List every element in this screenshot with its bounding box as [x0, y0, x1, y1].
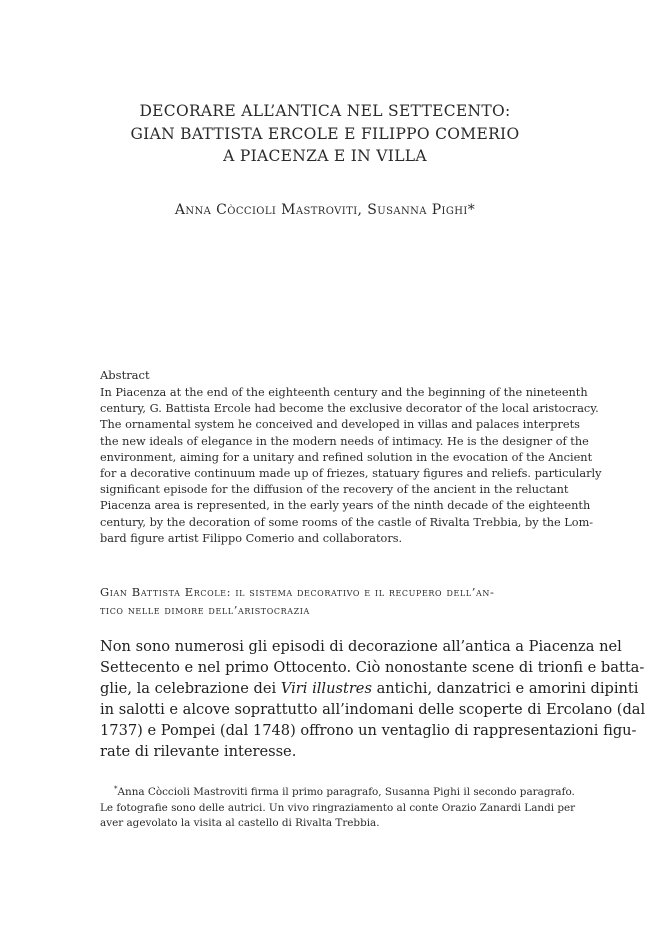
footnote	[100, 782, 576, 832]
author-footnote-marker: *	[467, 202, 476, 218]
body-line: rate di rilevante interesse.	[100, 743, 297, 760]
abstract-label: Abstract	[100, 368, 150, 382]
abstract-line: century, G. Battista Ercole had become the exclusive decorator of the local aristocracy.	[100, 402, 599, 416]
abstract-line: environment, aiming for a unitary and refined solution in the evocation of the Ancient	[100, 450, 593, 464]
body-text-span: antichi, danzatrici e amorini dipinti	[371, 680, 639, 697]
title-line: GIAN BATTISTA ERCOLE E FILIPPO COMERIO	[130, 124, 520, 143]
footnote-text: Anna Còccioli Mastroviti firma il primo paragrafo, Susanna Pighi il secondo paragrafo.	[117, 786, 575, 798]
footnote-line: Le fotografie sono delle autrici. Un vivo ringraziamento al conte Orazio Zanardi Landi per	[100, 801, 576, 814]
abstract-line: for a decorative continuum made up of friezes, statuary figures and reliefs. particularly	[100, 467, 602, 481]
abstract-line: bard figure artist Filippo Comerio and collaborators.	[100, 531, 403, 545]
body-line: Settecento e nel primo Ottocento. Ciò nonostante scene di trionfi e batta-	[100, 659, 645, 676]
abstract-line: The ornamental system he conceived and developed in villas and palaces interprets	[100, 418, 580, 432]
footnote-marker: *	[114, 785, 118, 793]
body-paragraph	[100, 636, 646, 762]
article-title	[60, 100, 590, 168]
abstract-line: significant episode for the diffusion of the recovery of the ancient in the reluctant	[100, 483, 569, 497]
italic-term: Viri illustres	[280, 680, 372, 697]
section-heading-line: Gian Battista Ercole: il sistema decorativo e il recupero dell’an-	[100, 585, 495, 599]
title-line: A PIACENZA E IN VILLA	[223, 147, 427, 165]
author-names: Anna Còccioli Mastroviti, Susanna Pighi	[174, 202, 468, 218]
section-heading	[100, 583, 552, 619]
footnote-line	[100, 782, 575, 801]
body-line: in salotti e alcove soprattutto all’indomani delle scoperte di Ercolano (dal	[100, 701, 646, 718]
abstract-line: In Piacenza at the end of the eighteenth century and the beginning of the nineteenth	[100, 386, 588, 399]
body-line: 1737) e Pompei (dal 1748) offrono un ventaglio di rappresentazioni figu-	[100, 722, 637, 739]
author-list	[60, 202, 590, 218]
abstract-text	[100, 385, 602, 547]
body-line	[100, 678, 639, 699]
abstract-line: Piacenza area is represented, in the early years of the ninth decade of the eighteenth	[100, 499, 591, 513]
body-text-span: glie, la celebrazione dei	[100, 680, 281, 697]
section-heading-line: tico nelle dimore dell’aristocrazia	[100, 603, 310, 617]
abstract-line: century, by the decoration of some rooms of the castle of Rivalta Trebbia, by the Lom-	[100, 515, 594, 529]
footnote-line: aver agevolato la visita al castello di Rivalta Trebbia.	[100, 817, 380, 829]
title-line: DECORARE ALL’ANTICA NEL SETTECENTO:	[139, 102, 511, 120]
abstract-line: the new ideals of elegance in the modern needs of intimacy. He is the designer of the	[100, 434, 589, 448]
body-line: Non sono numerosi gli episodi di decorazione all’antica a Piacenza nel	[100, 638, 622, 655]
